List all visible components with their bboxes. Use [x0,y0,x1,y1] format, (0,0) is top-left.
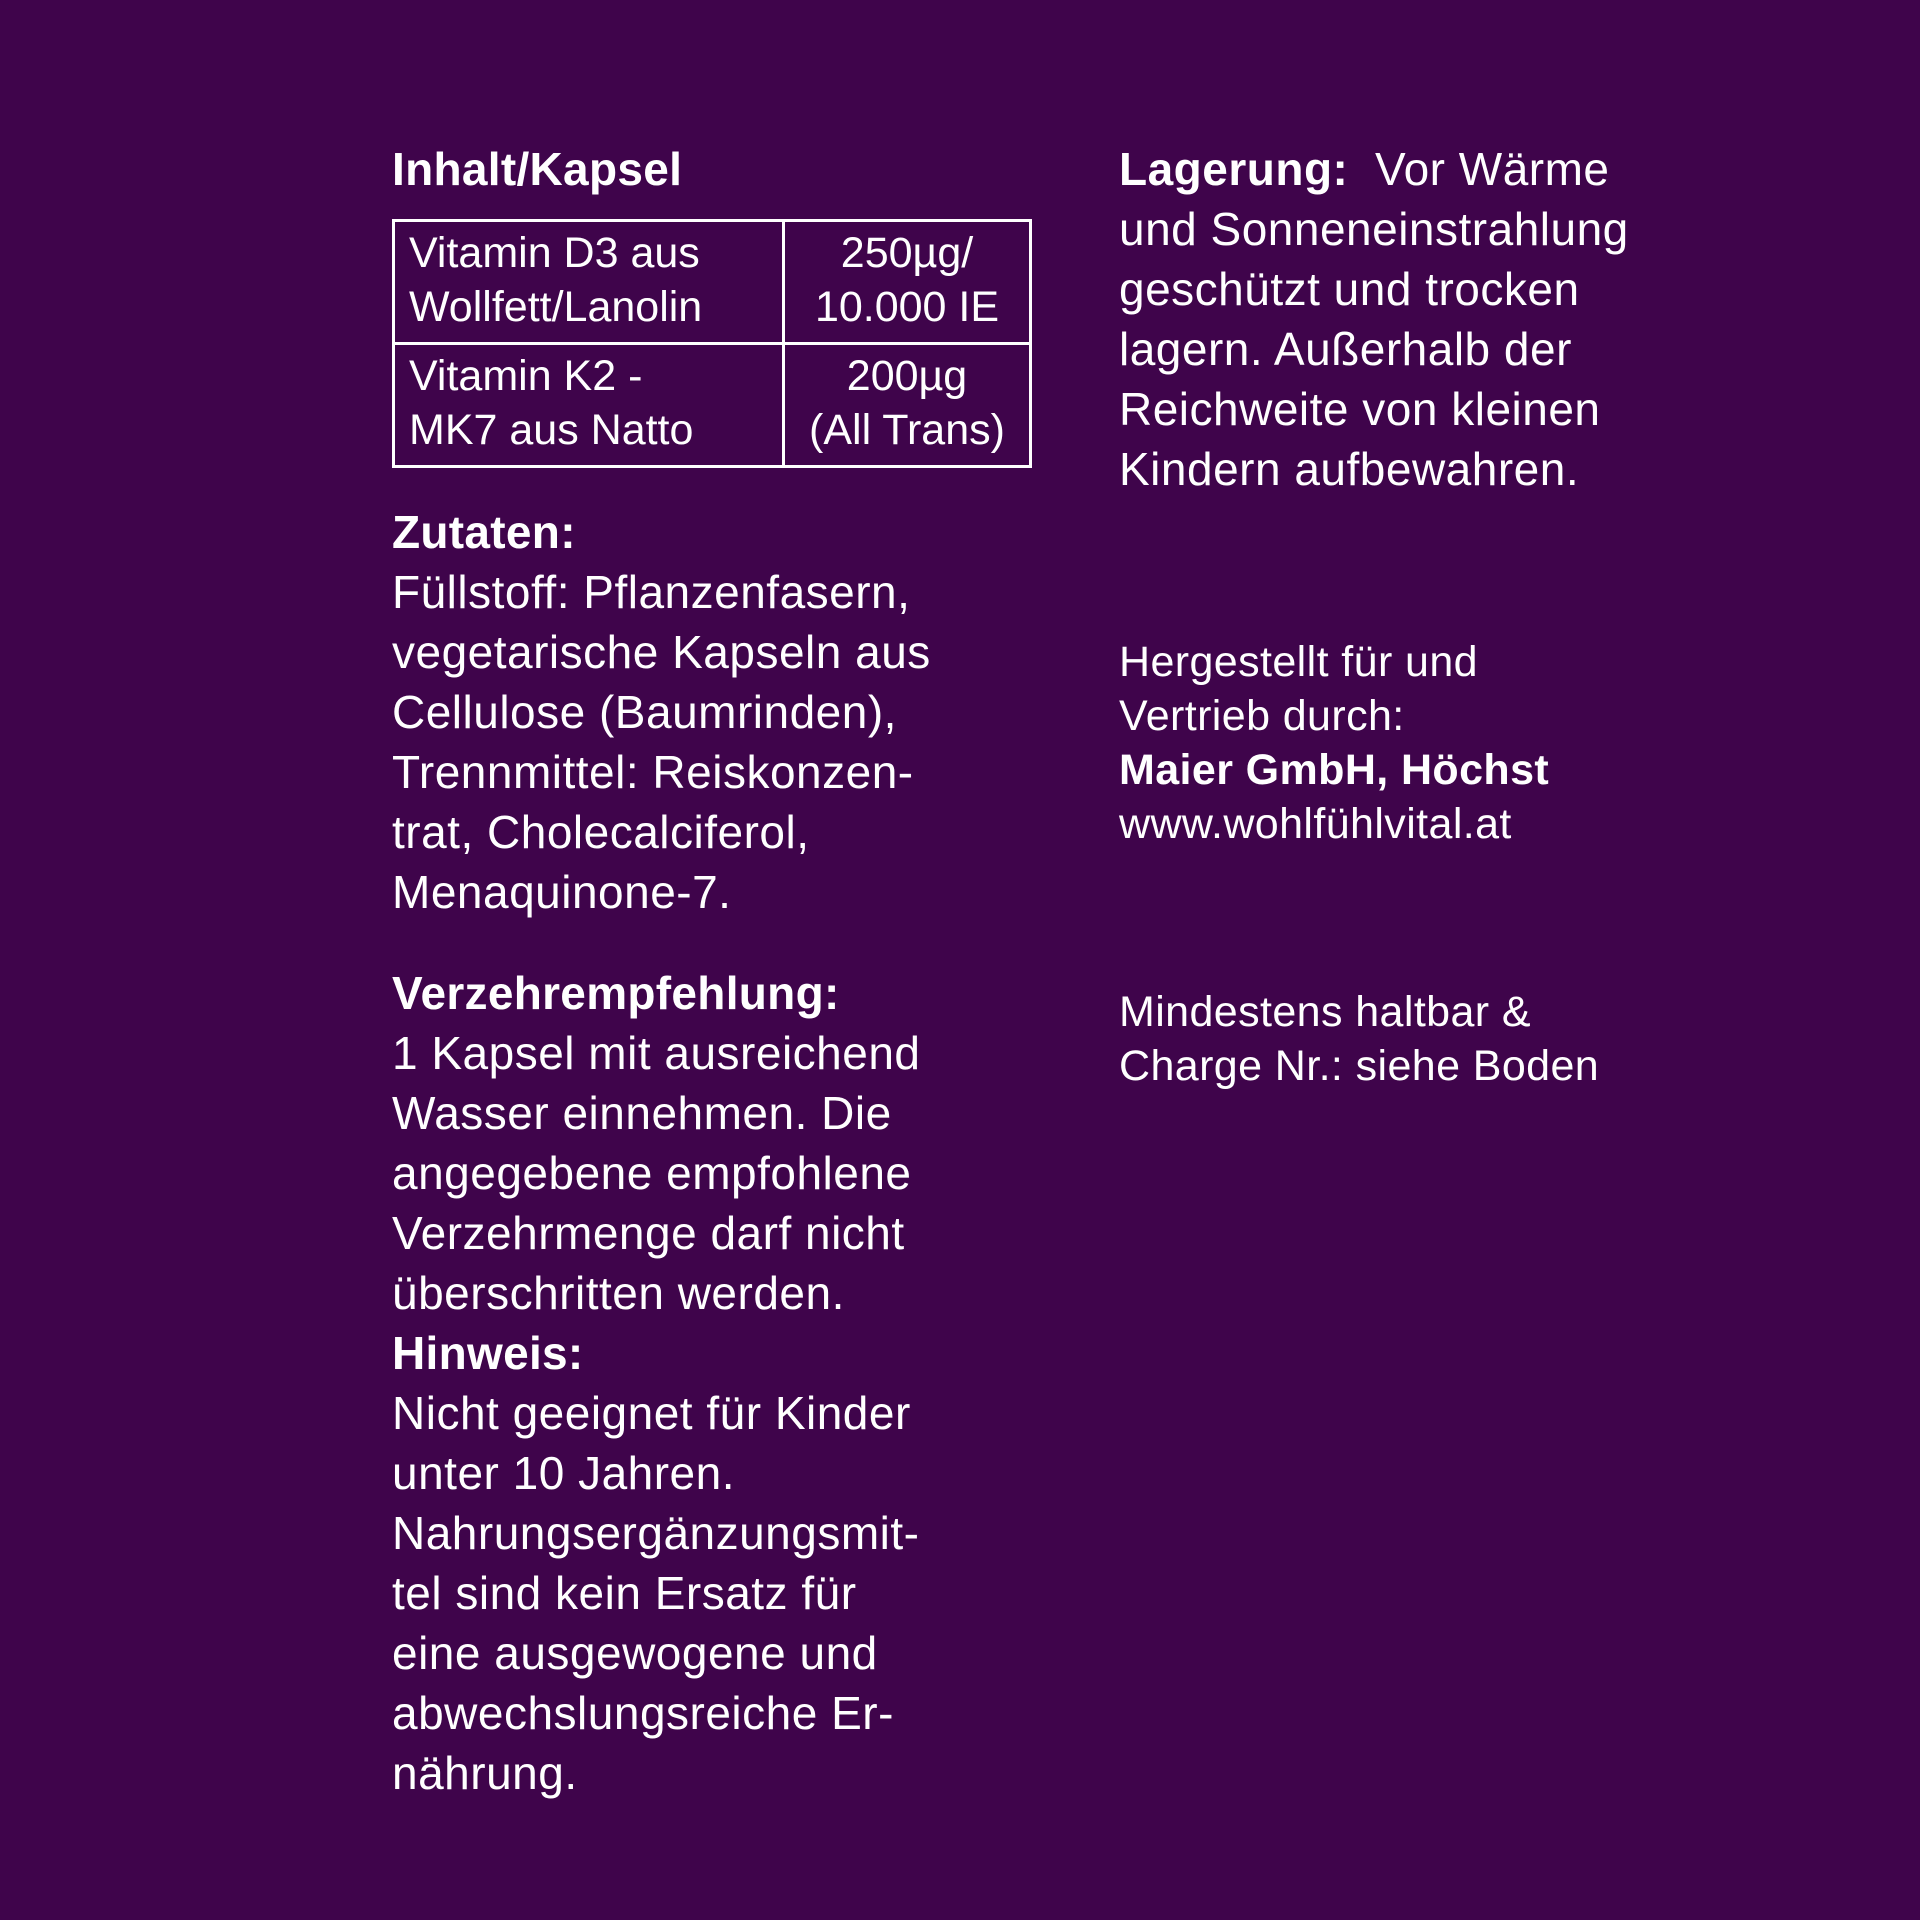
dosage-text: 1 Kapsel mit ausreichend Wasser einnehmen. Die angegebene empfohlene Verzehrmenge darf nicht überschritten werden. [392,1027,921,1319]
storage-title: Lagerung: [1119,143,1349,195]
storage-first-line-text: Vor Wärme [1374,143,1610,195]
storage-section [1119,139,1629,499]
manufacturer-intro-line2: Vertrieb durch: [1119,692,1405,740]
dosage-section [392,963,921,1803]
ingredients-title: Zutaten: [392,506,576,558]
ingredient-cell: Vitamin D3 aus Wollfett/Lanolin [394,221,784,344]
dosage-title: Verzehrempfehlung: [392,967,840,1019]
shelf-life-line1: Mindestens haltbar & [1119,988,1531,1036]
manufacturer-section [1119,635,1549,851]
contents-table [392,219,1032,468]
amount-cell: 250µg/ 10.000 IE [784,221,1031,344]
amount-cell: 200µg (All Trans) [784,344,1031,467]
ingredients-text: Füllstoff: Pflanzenfasern, vegetarische Kapseln aus Cellulose (Baumrinden), Trennmittel: Reiskonzen- trat, Cholecalciferol, Menaquinone-7. [392,566,931,918]
manufacturer-intro-line1: Hergestellt für und [1119,638,1478,686]
table-row [394,344,1031,467]
ingredients-section [392,502,931,922]
storage-text: und Sonneneinstrahlung geschützt und trocken lagern. Außerhalb der Reichweite von kleinen Kindern aufbewahren. [1119,203,1629,495]
manufacturer-company: Maier GmbH, Höchst [1119,746,1550,794]
note-text: Nicht geeignet für Kinder unter 10 Jahren. Nahrungsergänzungsmit- tel sind kein Ersatz für eine ausgewogene und abwechslungsreiche Er- nährung. [392,1387,920,1799]
ingredient-cell: Vitamin K2 - MK7 aus Natto [394,344,784,467]
table-row [394,221,1031,344]
note-title: Hinweis: [392,1327,584,1379]
manufacturer-website[interactable]: www.wohlfühlvital.at [1119,800,1512,848]
contents-title: Inhalt/Kapsel [392,143,683,195]
shelf-life-section [1119,985,1599,1093]
storage-first-line [1119,139,1629,199]
shelf-life-line2: Charge Nr.: siehe Boden [1119,1042,1600,1090]
